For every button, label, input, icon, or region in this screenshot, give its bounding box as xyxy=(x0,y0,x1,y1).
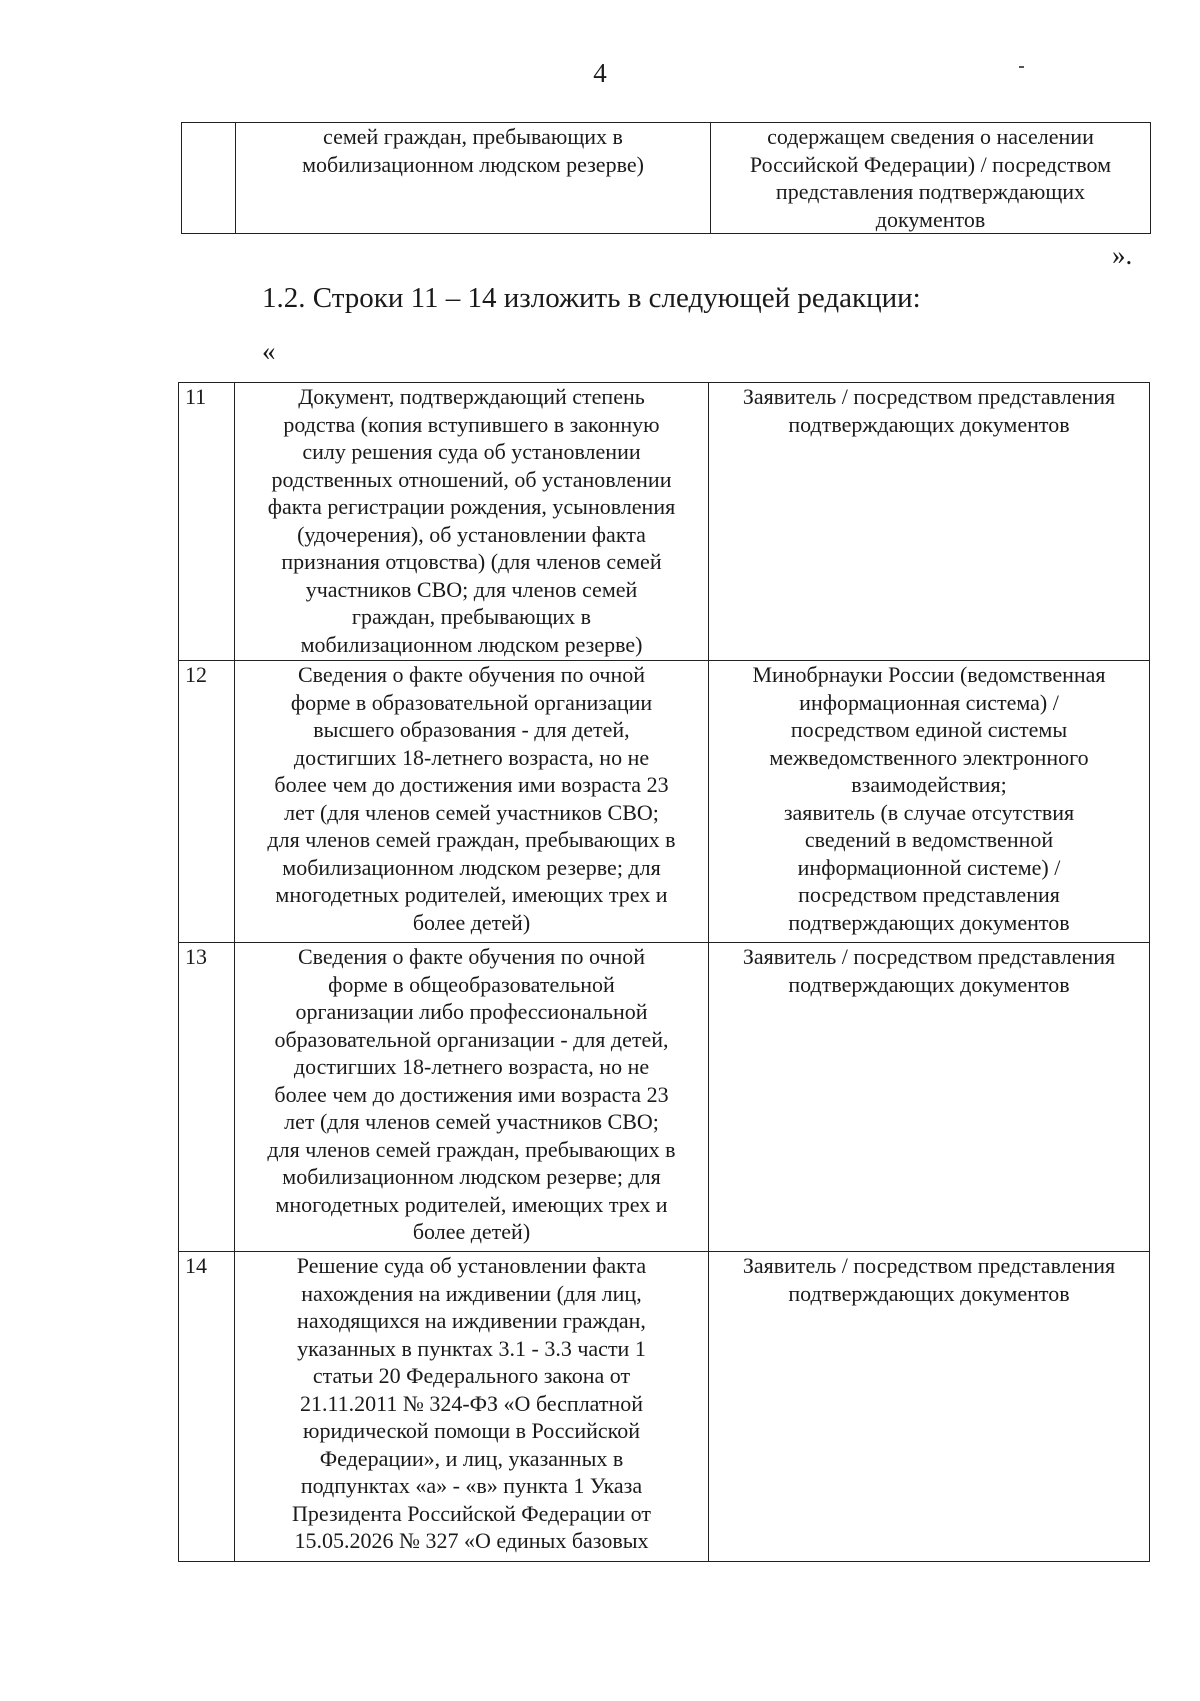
source-cell xyxy=(709,661,1150,943)
document-cell xyxy=(235,943,709,1252)
table-row xyxy=(179,943,1150,1252)
row-number-cell: 12 xyxy=(179,661,235,943)
source-text: Минобрнауки России (ведомственная информационная система) / посредством единой системы межведомственного электронного взаимодействия; заявитель (в случае отсутствия сведений в ведомственной информационной системе) / посредством представления подтверждающих документов xyxy=(752,662,1106,935)
source-cell xyxy=(709,383,1150,661)
document-text: Сведения о факте обучения по очной форме в образовательной организации высшего образования - для детей, достигших 18-летнего возраста, но не более чем до достижения ими возраста 23 лет (для членов семей участников СВО; для членов семей граждан, пребывающих в мобилизационном людском резерве; для многодетных родителей, имеющих трех и более детей) xyxy=(267,662,676,935)
continuation-table xyxy=(181,122,1151,234)
source-text: Заявитель / посредством представления подтверждающих документов xyxy=(742,944,1116,997)
table-row xyxy=(179,1252,1150,1562)
document-text: Решение суда об установлении факта нахождения на иждивении (для лиц, находящихся на иждивении граждан, указанных в пунктах 3.1 - 3.3 части 1 статьи 20 Федерального закона от 21.11.2011 № 324-ФЗ «О бесплатной юридической помощи в Российской Федерации», и лиц, указанных в подпунктах «а» - «в» пункта 1 Указа Президента Российской Федерации от 15.05.2026 № 327 «О единых базовых xyxy=(292,1253,651,1553)
document-cell xyxy=(236,123,711,234)
document-text: Документ, подтверждающий степень родства (копия вступившего в законную силу решения суда об установлении родственных отношений, об установлении факта регистрации рождения, усыновления (удочерения), об установлении факта признания отцовства) (для членов семей участников СВО; для членов семей граждан, пребывающих в мобилизационном людском резерве) xyxy=(267,384,676,657)
table-row xyxy=(179,383,1150,661)
row-number-cell: 14 xyxy=(179,1252,235,1562)
source-text: содержащем сведения о населении Российской Федерации) / посредством представления подтверждающих документов xyxy=(749,124,1112,232)
closing-quote: ». xyxy=(1112,240,1133,270)
table-row xyxy=(182,123,1151,234)
page-number: 4 xyxy=(593,58,607,88)
row-number-cell: 13 xyxy=(179,943,235,1252)
document-text: семей граждан, пребывающих в мобилизационном людском резерве) xyxy=(302,124,644,177)
row-number-cell: 11 xyxy=(179,383,235,661)
source-cell xyxy=(709,943,1150,1252)
section-heading: 1.2. Строки 11 – 14 изложить в следующей редакции: xyxy=(262,282,921,314)
opening-quote: « xyxy=(262,336,276,366)
document-cell xyxy=(235,1252,709,1562)
source-text: Заявитель / посредством представления подтверждающих документов xyxy=(742,1253,1116,1306)
scan-artifact xyxy=(1019,66,1024,68)
source-cell xyxy=(709,1252,1150,1562)
amendment-table xyxy=(178,382,1150,1562)
document-text: Сведения о факте обучения по очной форме в общеобразовательной организации либо профессиональной образовательной организации - для детей, достигших 18-летнего возраста, но не более чем до достижения ими возраста 23 лет (для членов семей участников СВО; для членов семей граждан, пребывающих в мобилизационном людском резерве; для многодетных родителей, имеющих трех и более детей) xyxy=(267,944,676,1244)
row-number-cell xyxy=(182,123,236,234)
document-cell xyxy=(235,661,709,943)
source-cell xyxy=(711,123,1151,234)
source-text: Заявитель / посредством представления подтверждающих документов xyxy=(742,384,1116,437)
table-row xyxy=(179,661,1150,943)
document-cell xyxy=(235,383,709,661)
